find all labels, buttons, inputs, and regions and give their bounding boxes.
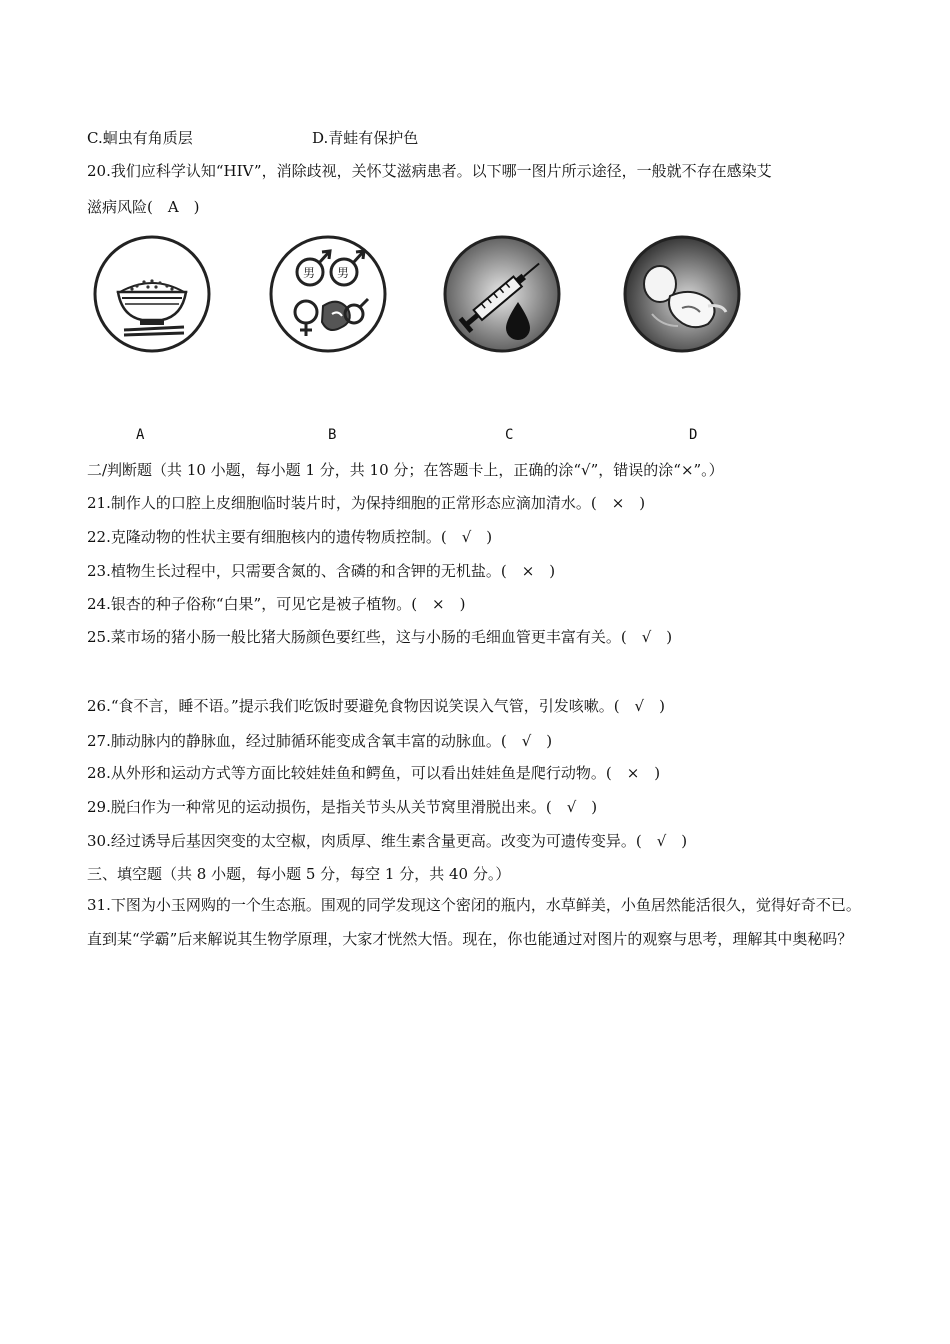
question-31: 31.下图为小玉网购的一个生态瓶。围观的同学发现这个密闭的瓶内，水草鲜美，小鱼居然能活很久，觉得好奇不已。直到某“学霸”后来解说其生物学原理，大家才恍然大悟。现在，你也能通过对图片的观察与思考，理解其中奥秘吗？ bbox=[87, 896, 861, 948]
image-label-b: B bbox=[328, 427, 337, 443]
question-20-line2: 滋病风险( A ) bbox=[87, 198, 200, 216]
image-label-a: A bbox=[136, 427, 145, 443]
option-d: D.青蛙有保护色 bbox=[312, 129, 419, 147]
judge-item-24: 24.银杏的种子俗称“白果”，可见它是被子植物。( × ) bbox=[87, 595, 466, 613]
option-c: C.蛔虫有角质层 bbox=[87, 129, 193, 147]
image-label-d: D bbox=[689, 427, 698, 443]
judge-item-23: 23.植物生长过程中，只需要含氮的、含磷的和含钾的无机盐。( × ) bbox=[87, 562, 556, 580]
judge-item-22: 22.克隆动物的性状主要有细胞核内的遗传物质控制。( √ ) bbox=[87, 528, 493, 546]
judge-item-29: 29.脱臼作为一种常见的运动损伤，是指关节头从关节窝里滑脱出来。( √ ) bbox=[87, 798, 598, 816]
symbol-text-1: 男 bbox=[303, 266, 316, 280]
judge-item-27: 27.肺动脉内的静脉血，经过肺循环能变成含氧丰富的动脉血。( √ ) bbox=[87, 732, 553, 750]
judge-item-28: 28.从外形和运动方式等方面比较娃娃鱼和鳄鱼，可以看出娃娃鱼是爬行动物。( × ) bbox=[87, 764, 661, 782]
symbol-text-2: 男 bbox=[337, 266, 350, 280]
syringe-blood-icon bbox=[442, 234, 562, 354]
judge-item-21: 21.制作人的口腔上皮细胞临时装片时，为保持细胞的正常形态应滴加清水。( × ) bbox=[87, 494, 646, 512]
male-female-icon bbox=[268, 234, 388, 354]
judge-item-30: 30.经过诱导后基因突变的太空椒，肉质厚、维生素含量更高。改变为可遗传变异。( √ ) bbox=[87, 832, 688, 850]
section-3-heading: 三、填空题（共 8 小题，每小题 5 分，每空 1 分，共 40 分。） bbox=[87, 865, 511, 883]
question-20-line1: 20.我们应科学认知“HIV”，消除歧视，关怀艾滋病患者。以下哪一图片所示途径，一般就不存在感染艾 bbox=[87, 162, 772, 180]
rice-bowl-icon bbox=[92, 234, 212, 354]
judge-item-25: 25.菜市场的猪小肠一般比猪大肠颜色要红些，这与小肠的毛细血管更丰富有关。( √ ) bbox=[87, 628, 673, 646]
judge-item-26: 26.“食不言，睡不语。”提示我们吃饭时要避免食物因说笑误入气管，引发咳嗽。( √ ) bbox=[87, 697, 665, 715]
fetus-icon bbox=[622, 234, 742, 354]
section-2-heading: 二/判断题（共 10 小题，每小题 1 分，共 10 分；在答题卡上，正确的涂“√”，错误的涂“×”。） bbox=[87, 461, 724, 479]
image-label-c: C bbox=[505, 427, 514, 443]
